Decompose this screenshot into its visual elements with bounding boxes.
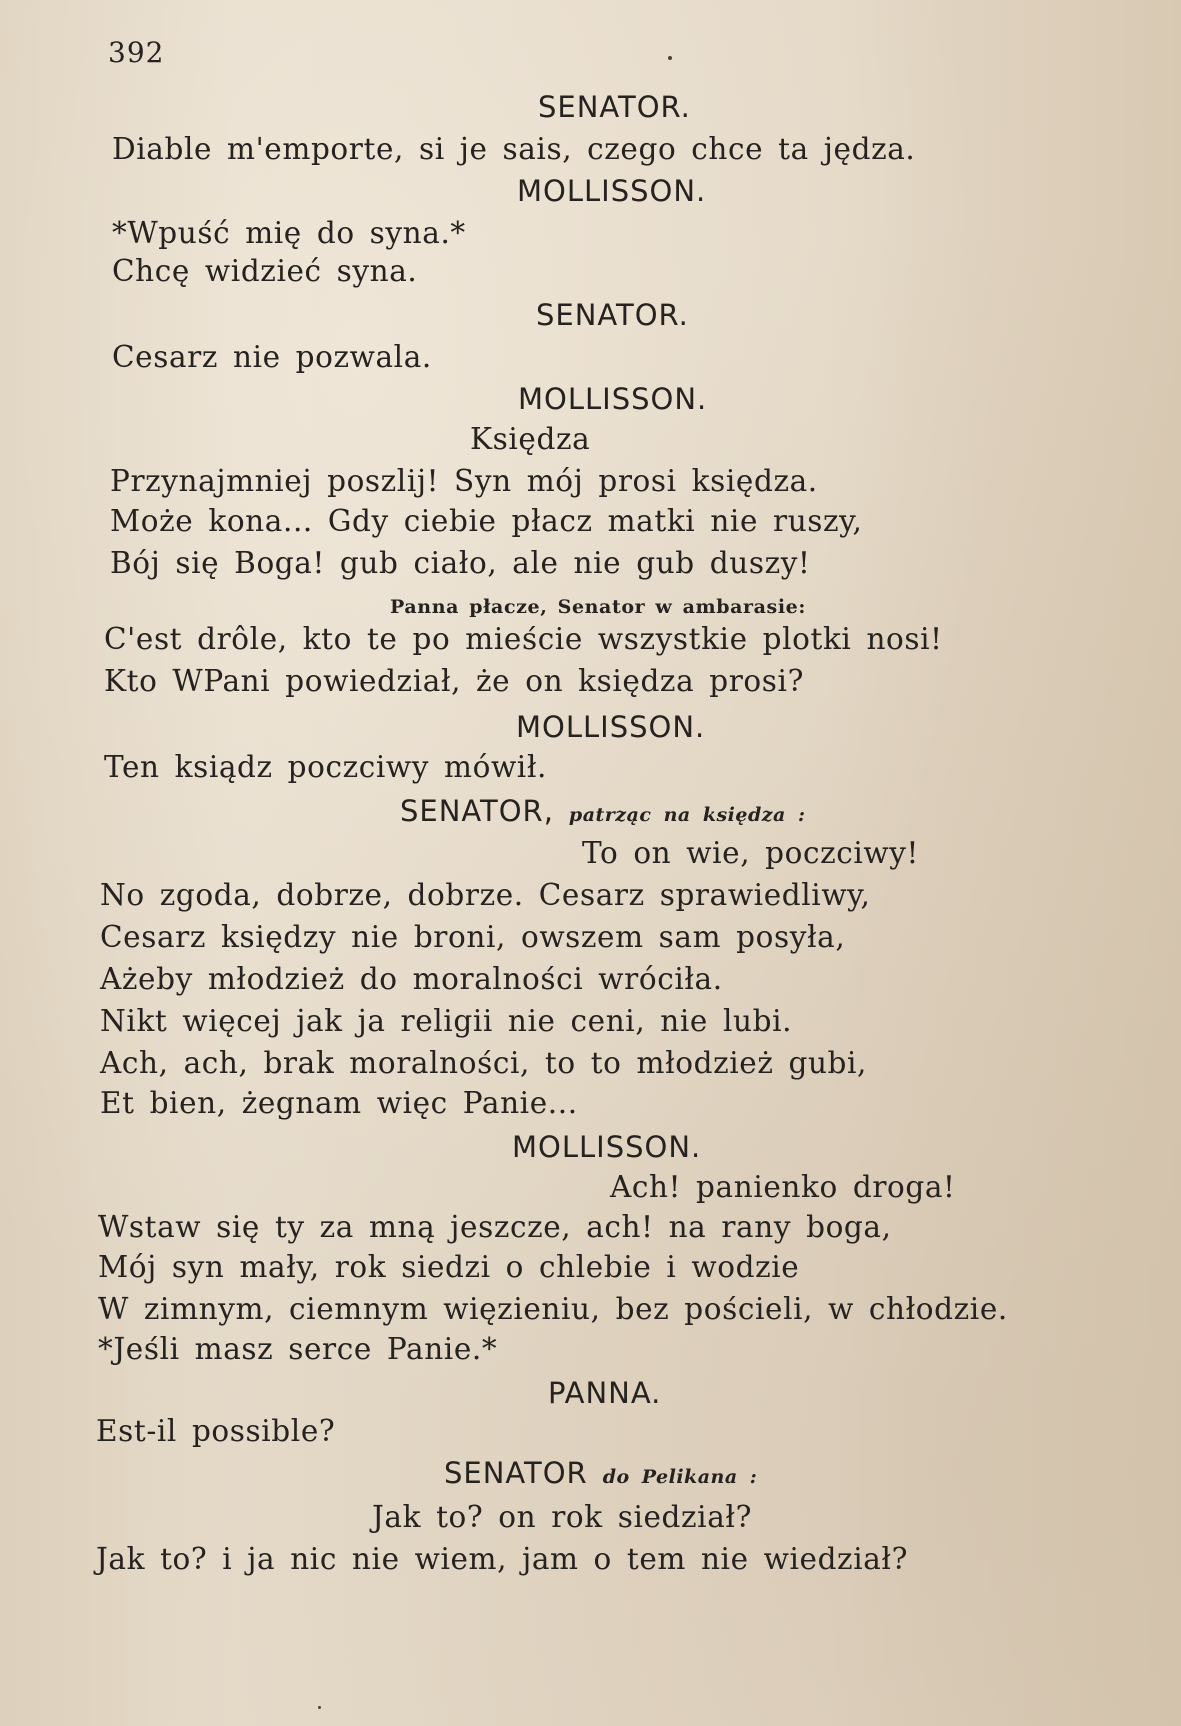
verse-line: Wstaw się ty za mną jeszcze, ach! na rany boga, (98, 1210, 892, 1244)
verse-line: Księdza (470, 422, 591, 456)
verse-line: Kto WPani powiedział, że on księdza prosi? (104, 664, 804, 698)
verse-line: Mój syn mały, rok siedzi o chlebie i wodzie (98, 1250, 800, 1284)
verse-line: Jak to? i ja nic nie wiem, jam o tem nie wiedział? (96, 1542, 908, 1576)
speaker-name: SENATOR (444, 1456, 588, 1490)
verse-line: C'est drôle, kto te po mieście wszystkie plotki nosi! (104, 622, 943, 656)
verse-line: Est-il possible? (96, 1414, 336, 1448)
speaker-name: SENATOR, (400, 794, 554, 828)
paper-speck (668, 56, 672, 60)
stage-direction: patrząc na księdza : (568, 804, 806, 826)
verse-line: W zimnym, ciemnym więzieniu, bez pościeli, w chłodzie. (98, 1292, 1008, 1326)
verse-line: Cesarz księdzy nie broni, owszem sam posyła, (100, 920, 846, 954)
verse-line: Może kona... Gdy ciebie płacz matki nie ruszy, (110, 504, 863, 538)
verse-line: Chcę widzieć syna. (112, 254, 418, 288)
verse-line: Diable m'emporte, si je sais, czego chce ta jędza. (112, 132, 916, 166)
speaker-with-direction (444, 1454, 757, 1496)
stage-direction: do Pelikana : (602, 1466, 758, 1488)
speaker-with-direction (400, 792, 806, 834)
verse-line: Jak to? on rok siedział? (372, 1500, 752, 1534)
verse-line: No zgoda, dobrze, dobrze. Cesarz sprawiedliwy, (100, 878, 871, 912)
verse-line: Ażeby młodzież do moralności wróciła. (100, 962, 723, 996)
speaker-name: PANNA. (548, 1376, 662, 1410)
verse-line: Ten ksiądz poczciwy mówił. (104, 750, 547, 784)
speaker-name: SENATOR. (538, 90, 691, 124)
verse-line: *Jeśli masz serce Panie.* (98, 1332, 498, 1366)
verse-line: Cesarz nie pozwala. (112, 340, 432, 374)
verse-line: Ach, ach, brak moralności, to to młodzież gubi, (100, 1046, 868, 1080)
verse-line: To on wie, poczciwy! (582, 836, 919, 870)
speaker-name: MOLLISSON. (518, 382, 708, 416)
verse-line: Nikt więcej jak ja religii nie ceni, nie lubi. (100, 1004, 793, 1038)
stage-direction: Panna płacze, Senator w ambarasie: (390, 596, 806, 618)
speaker-name: MOLLISSON. (516, 710, 706, 744)
verse-line: *Wpuść mię do syna.* (112, 216, 466, 250)
speaker-name: SENATOR. (536, 298, 689, 332)
speaker-name: MOLLISSON. (517, 174, 707, 208)
page-number: 392 (108, 36, 165, 69)
verse-line: Bój się Boga! gub ciało, ale nie gub duszy! (110, 546, 811, 580)
verse-line: Przynajmniej poszlij! Syn mój prosi księdza. (110, 464, 818, 498)
speaker-name: MOLLISSON. (512, 1130, 702, 1164)
verse-line: Et bien, żegnam więc Panie... (100, 1086, 578, 1120)
paper-speck (318, 1706, 321, 1709)
verse-line: Ach! panienko droga! (610, 1170, 956, 1204)
